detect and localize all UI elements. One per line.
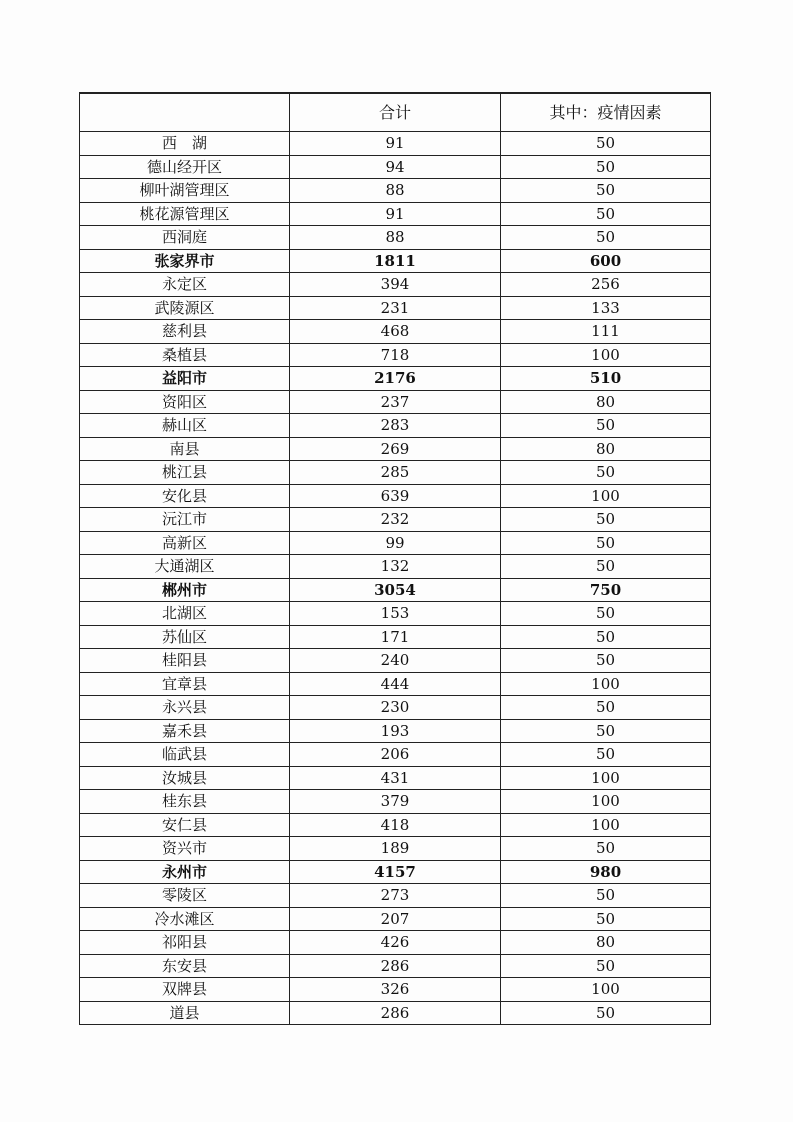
cell-epidemic: 50 [501,155,711,179]
table-row [80,437,711,461]
cell-epidemic: 50 [501,461,711,485]
cell-total: 91 [290,132,501,156]
cell-region: 零陵区 [80,884,290,908]
cell-total: 286 [290,954,501,978]
cell-total: 3054 [290,578,501,602]
cell-region: 桃花源管理区 [80,202,290,226]
table-row [80,155,711,179]
cell-region: 张家界市 [80,249,290,273]
cell-total: 426 [290,931,501,955]
table-row [80,414,711,438]
cell-region: 安仁县 [80,813,290,837]
table-row [80,978,711,1002]
table-row [80,179,711,203]
cell-region: 资阳区 [80,390,290,414]
cell-epidemic: 50 [501,743,711,767]
table-row [80,649,711,673]
cell-region: 北湖区 [80,602,290,626]
cell-region: 益阳市 [80,367,290,391]
cell-epidemic: 50 [501,226,711,250]
table-row [80,813,711,837]
cell-total: 269 [290,437,501,461]
cell-region: 南县 [80,437,290,461]
table-row [80,484,711,508]
cell-region: 资兴市 [80,837,290,861]
table-row-city [80,578,711,602]
header-epidemic: 其中：疫情因素 [501,93,711,132]
header-region [80,93,290,132]
cell-epidemic: 100 [501,790,711,814]
cell-total: 444 [290,672,501,696]
cell-region: 慈利县 [80,320,290,344]
cell-region: 大通湖区 [80,555,290,579]
cell-total: 232 [290,508,501,532]
cell-total: 207 [290,907,501,931]
cell-total: 153 [290,602,501,626]
cell-epidemic: 50 [501,602,711,626]
cell-region: 苏仙区 [80,625,290,649]
table-row [80,1001,711,1025]
table-row [80,625,711,649]
cell-region: 永定区 [80,273,290,297]
table-header [80,93,711,132]
cell-region: 临武县 [80,743,290,767]
cell-epidemic: 50 [501,1001,711,1025]
cell-epidemic: 50 [501,837,711,861]
cell-region: 永州市 [80,860,290,884]
cell-total: 88 [290,226,501,250]
cell-region: 桂阳县 [80,649,290,673]
cell-total: 189 [290,837,501,861]
cell-epidemic: 50 [501,884,711,908]
cell-total: 237 [290,390,501,414]
table-row [80,531,711,555]
cell-total: 379 [290,790,501,814]
cell-region: 东安县 [80,954,290,978]
cell-region: 沅江市 [80,508,290,532]
cell-region: 郴州市 [80,578,290,602]
table-row [80,907,711,931]
cell-total: 639 [290,484,501,508]
cell-epidemic: 750 [501,578,711,602]
table-row [80,766,711,790]
cell-epidemic: 111 [501,320,711,344]
table-row [80,602,711,626]
cell-region: 桃江县 [80,461,290,485]
table-row [80,931,711,955]
table-row [80,202,711,226]
table-row [80,226,711,250]
cell-total: 230 [290,696,501,720]
cell-total: 240 [290,649,501,673]
table-row [80,954,711,978]
cell-epidemic: 50 [501,508,711,532]
cell-epidemic: 80 [501,390,711,414]
cell-epidemic: 100 [501,766,711,790]
cell-epidemic: 80 [501,931,711,955]
cell-total: 132 [290,555,501,579]
table-body [80,132,711,1025]
table-row [80,461,711,485]
table-row [80,508,711,532]
cell-region: 安化县 [80,484,290,508]
cell-epidemic: 133 [501,296,711,320]
cell-total: 718 [290,343,501,367]
cell-region: 武陵源区 [80,296,290,320]
cell-total: 4157 [290,860,501,884]
cell-epidemic: 510 [501,367,711,391]
cell-region: 桂东县 [80,790,290,814]
cell-epidemic: 50 [501,555,711,579]
table-row [80,555,711,579]
cell-total: 286 [290,1001,501,1025]
cell-region: 宜章县 [80,672,290,696]
cell-epidemic: 50 [501,202,711,226]
cell-epidemic: 256 [501,273,711,297]
cell-total: 418 [290,813,501,837]
cell-total: 94 [290,155,501,179]
cell-total: 394 [290,273,501,297]
cell-epidemic: 50 [501,414,711,438]
table-row [80,273,711,297]
table-row [80,743,711,767]
table-row [80,696,711,720]
cell-epidemic: 50 [501,649,711,673]
cell-region: 祁阳县 [80,931,290,955]
table-row [80,790,711,814]
cell-region: 汝城县 [80,766,290,790]
cell-epidemic: 100 [501,978,711,1002]
cell-total: 326 [290,978,501,1002]
table-row [80,320,711,344]
cell-region: 永兴县 [80,696,290,720]
cell-total: 193 [290,719,501,743]
cell-region: 道县 [80,1001,290,1025]
table-row-city [80,860,711,884]
cell-epidemic: 600 [501,249,711,273]
cell-epidemic: 100 [501,813,711,837]
cell-total: 206 [290,743,501,767]
allocation-table [79,92,711,1025]
cell-epidemic: 100 [501,672,711,696]
table-row [80,884,711,908]
table-row [80,837,711,861]
table-row [80,132,711,156]
cell-epidemic: 50 [501,179,711,203]
cell-region: 柳叶湖管理区 [80,179,290,203]
cell-region: 西洞庭 [80,226,290,250]
table-row [80,719,711,743]
table-row [80,343,711,367]
table-row-city [80,367,711,391]
cell-total: 171 [290,625,501,649]
header-total: 合计 [290,93,501,132]
cell-region: 西 湖 [80,132,290,156]
cell-total: 273 [290,884,501,908]
cell-total: 1811 [290,249,501,273]
cell-epidemic: 50 [501,954,711,978]
cell-region: 嘉禾县 [80,719,290,743]
cell-epidemic: 50 [501,531,711,555]
cell-region: 双牌县 [80,978,290,1002]
cell-epidemic: 50 [501,625,711,649]
cell-epidemic: 80 [501,437,711,461]
cell-total: 231 [290,296,501,320]
cell-total: 431 [290,766,501,790]
cell-region: 高新区 [80,531,290,555]
cell-total: 283 [290,414,501,438]
cell-region: 赫山区 [80,414,290,438]
cell-epidemic: 980 [501,860,711,884]
cell-total: 2176 [290,367,501,391]
cell-total: 468 [290,320,501,344]
cell-epidemic: 100 [501,343,711,367]
header-row [80,93,711,132]
cell-epidemic: 50 [501,907,711,931]
cell-epidemic: 50 [501,132,711,156]
table-row [80,296,711,320]
cell-region: 桑植县 [80,343,290,367]
cell-total: 88 [290,179,501,203]
table-row [80,390,711,414]
cell-epidemic: 50 [501,696,711,720]
cell-epidemic: 100 [501,484,711,508]
cell-total: 99 [290,531,501,555]
table-row [80,672,711,696]
cell-region: 德山经开区 [80,155,290,179]
cell-total: 91 [290,202,501,226]
cell-region: 冷水滩区 [80,907,290,931]
cell-epidemic: 50 [501,719,711,743]
cell-total: 285 [290,461,501,485]
table-row-city [80,249,711,273]
